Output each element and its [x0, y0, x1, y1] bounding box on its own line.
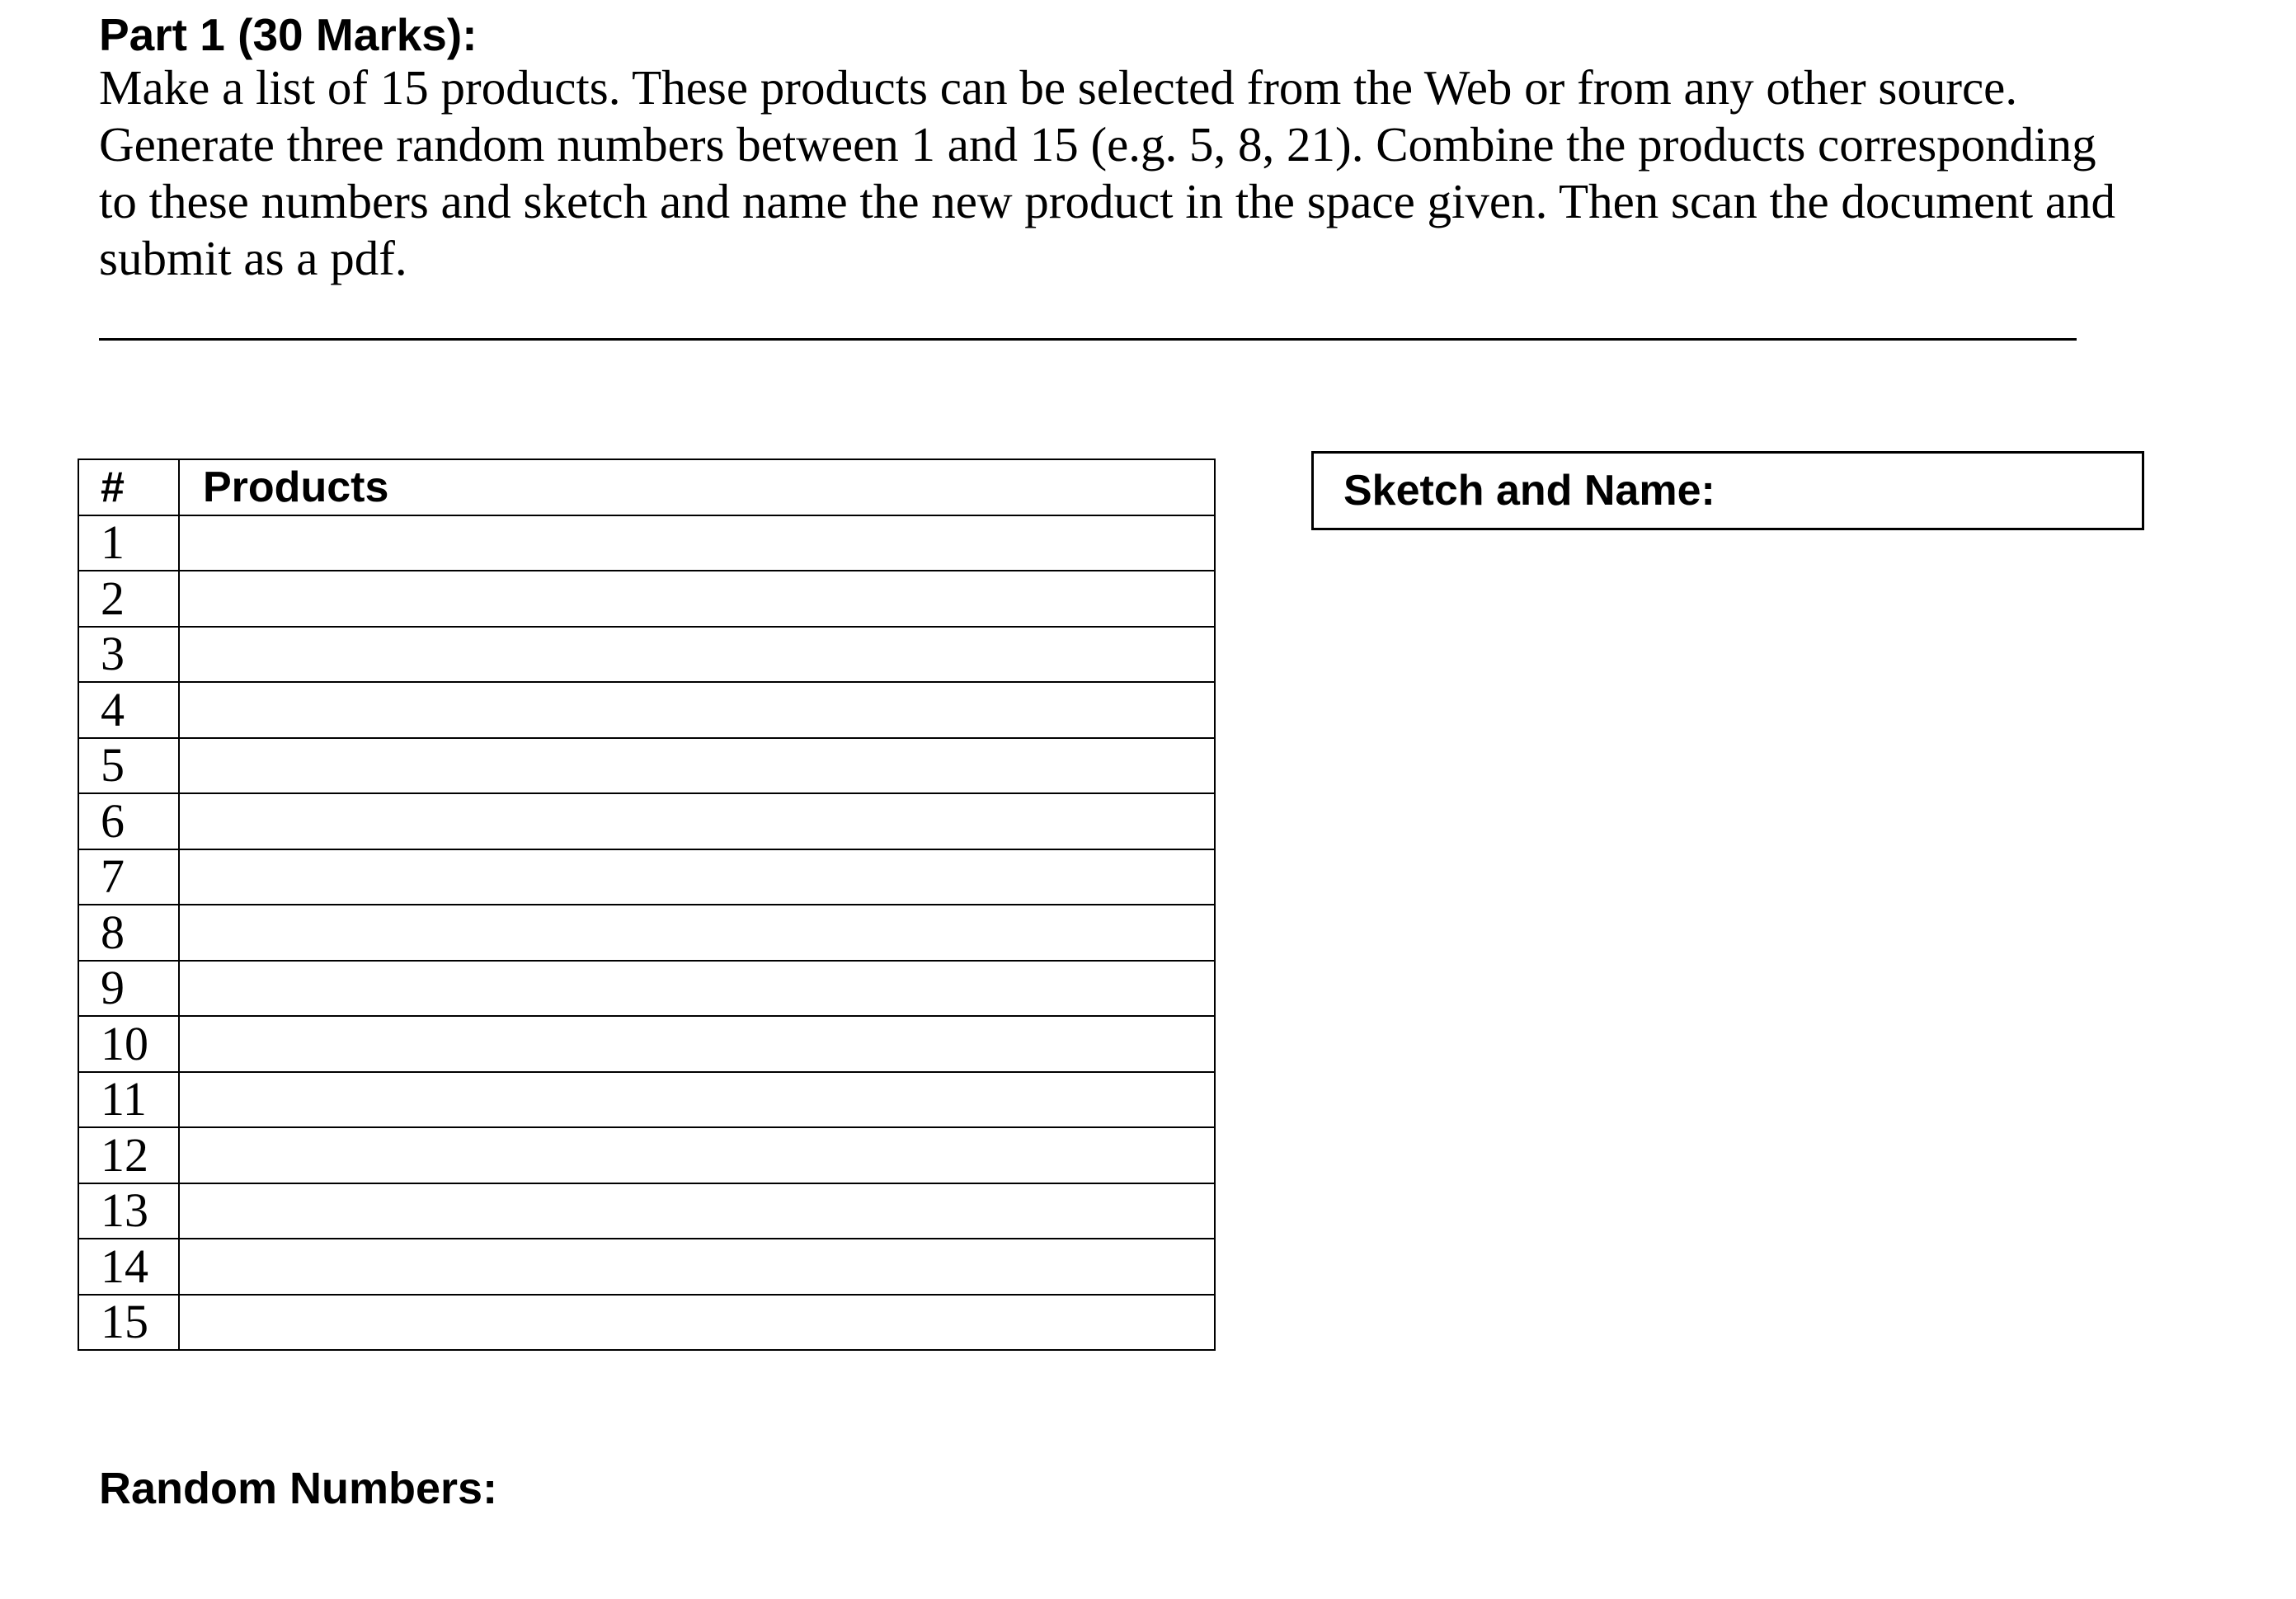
table-row [78, 849, 1215, 905]
product-cell[interactable] [179, 515, 1215, 571]
column-header-products: Products [179, 459, 1215, 515]
table-row [78, 1016, 1215, 1072]
instruction-line: to these numbers and sketch and name the new product in the space given. Then scan the document and [99, 174, 2116, 228]
product-cell[interactable] [179, 627, 1215, 683]
instruction-line: Make a list of 15 products. These products can be selected from the Web or from any other source. [99, 60, 2018, 115]
product-cell[interactable] [179, 571, 1215, 627]
instructions-paragraph [99, 59, 2210, 287]
product-cell[interactable] [179, 682, 1215, 738]
row-number: 8 [78, 905, 179, 961]
table-row [78, 738, 1215, 794]
column-header-number: # [78, 459, 179, 515]
row-number: 15 [78, 1295, 179, 1351]
sketch-and-name-label: Sketch and Name: [1343, 467, 1715, 515]
products-table [78, 459, 1216, 1351]
table-row [78, 515, 1215, 571]
instruction-line: Generate three random numbers between 1 and 15 (e.g. 5, 8, 21). Combine the products corresponding [99, 117, 2096, 172]
product-cell[interactable] [179, 738, 1215, 794]
table-row [78, 1183, 1215, 1239]
table-row [78, 961, 1215, 1017]
row-number: 10 [78, 1016, 179, 1072]
page-title: Part 1 (30 Marks): [99, 9, 478, 60]
table-row [78, 1127, 1215, 1183]
row-number: 2 [78, 571, 179, 627]
product-cell[interactable] [179, 1127, 1215, 1183]
table-row [78, 1239, 1215, 1295]
row-number: 4 [78, 682, 179, 738]
table-header-row [78, 459, 1215, 515]
table-row [78, 1295, 1215, 1351]
product-cell[interactable] [179, 1183, 1215, 1239]
row-number: 12 [78, 1127, 179, 1183]
product-cell[interactable] [179, 1016, 1215, 1072]
sketch-and-name-box [1311, 451, 2144, 530]
row-number: 6 [78, 793, 179, 849]
row-number: 5 [78, 738, 179, 794]
product-cell[interactable] [179, 1239, 1215, 1295]
product-cell[interactable] [179, 793, 1215, 849]
table-row [78, 571, 1215, 627]
row-number: 14 [78, 1239, 179, 1295]
row-number: 11 [78, 1072, 179, 1128]
row-number: 3 [78, 627, 179, 683]
random-numbers-label: Random Numbers: [99, 1464, 498, 1513]
table-row [78, 627, 1215, 683]
table-row [78, 1072, 1215, 1128]
row-number: 1 [78, 515, 179, 571]
table-row [78, 682, 1215, 738]
product-cell[interactable] [179, 961, 1215, 1017]
table-row [78, 905, 1215, 961]
row-number: 13 [78, 1183, 179, 1239]
instruction-line: submit as a pdf. [99, 231, 407, 285]
row-number: 9 [78, 961, 179, 1017]
product-cell[interactable] [179, 1072, 1215, 1128]
product-cell[interactable] [179, 1295, 1215, 1351]
table-row [78, 793, 1215, 849]
separator-line [99, 338, 2077, 341]
product-cell[interactable] [179, 849, 1215, 905]
row-number: 7 [78, 849, 179, 905]
product-cell[interactable] [179, 905, 1215, 961]
